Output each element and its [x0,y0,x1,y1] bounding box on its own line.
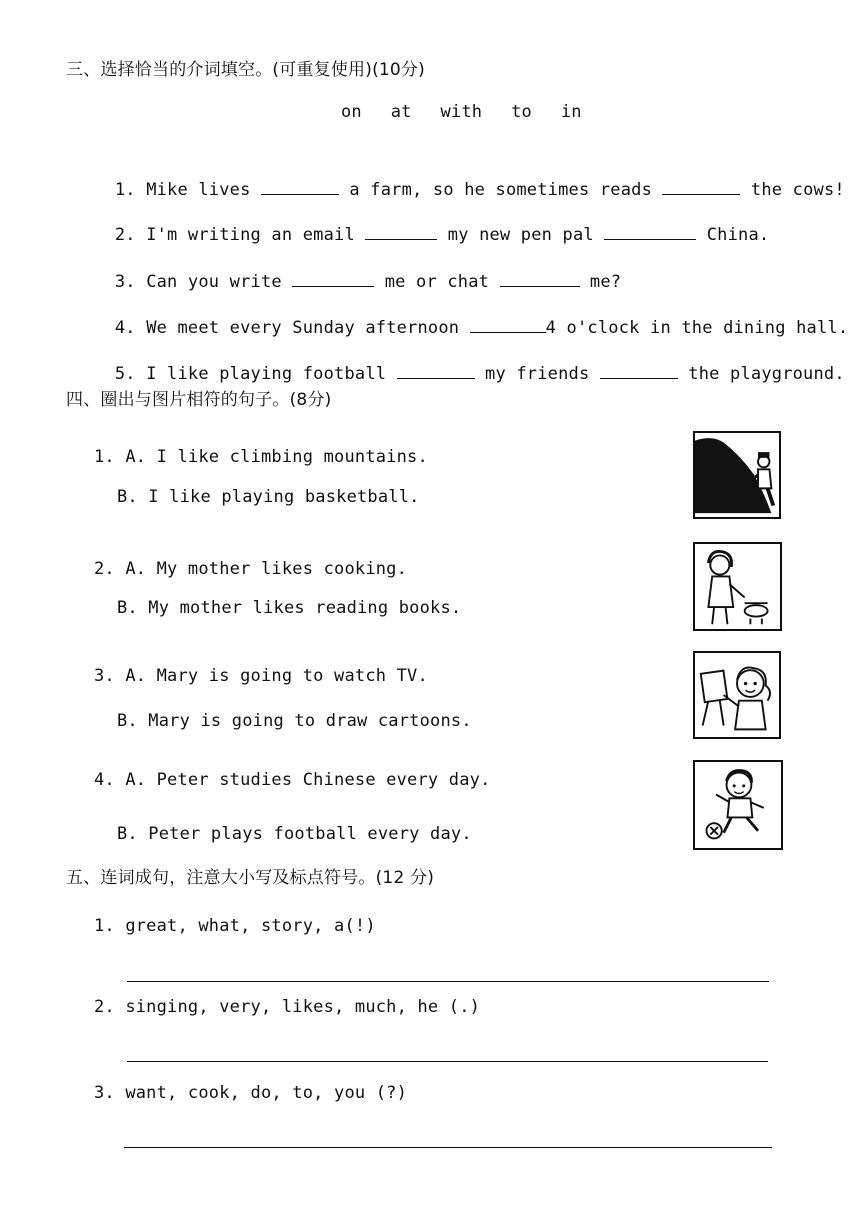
item-text: Can you write [146,272,293,292]
boy-football-icon [693,760,783,850]
answer-blank[interactable] [662,180,740,195]
item-number: 3. [114,272,136,292]
answer-blank[interactable] [365,225,437,240]
fill-blank-item-4 [94,298,848,338]
section4-heading: 四、圈出与图片相符的句子。(8分) [66,390,332,410]
choice-item-2 [94,559,407,579]
item-text: I like playing football [146,364,397,384]
answer-blank[interactable] [397,364,475,379]
fill-blank-item-5 [94,344,845,384]
answer-blank[interactable] [600,364,678,379]
fill-blank-item-3 [94,252,621,292]
option-b[interactable]: B. Mary is going to draw cartoons. [117,711,472,731]
fill-blank-item-1 [94,160,845,200]
item-text: We meet every Sunday afternoon [146,318,470,338]
girl-drawing-icon [693,651,781,739]
choice-item-3 [94,666,428,686]
answer-blank[interactable] [604,225,696,240]
answer-line[interactable] [124,1147,772,1148]
item-text: the cows! [740,180,845,200]
answer-line[interactable] [127,1061,768,1062]
word-order-item-1 [94,916,376,936]
option-a[interactable]: A. I like climbing mountains. [125,447,428,467]
item-text: my new pen pal [437,225,605,245]
section3-heading: 三、选择恰当的介词填空。(可重复使用)(10分) [66,60,425,80]
item-number: 2. [94,559,115,579]
word-order-item-2 [94,997,480,1017]
item-text: my friends [474,364,600,384]
option-b[interactable]: B. Peter plays football every day. [117,824,472,844]
option-b[interactable]: B. My mother likes reading books. [117,598,462,618]
option-a[interactable]: A. My mother likes cooking. [125,559,408,579]
item-number: 3. [94,1083,115,1103]
answer-blank[interactable] [500,272,580,287]
mother-cooking-icon [693,542,782,631]
item-text: Mike lives [146,180,261,200]
word-list: want, cook, do, to, you (?) [125,1083,408,1103]
item-text: China. [696,225,770,245]
item-text: a farm, so he sometimes reads [338,180,663,200]
word-list: great, what, story, a(!) [125,916,376,936]
item-number: 2. [94,997,115,1017]
option-a[interactable]: A. Peter studies Chinese every day. [125,770,491,790]
word-list: singing, very, likes, much, he (.) [125,997,481,1017]
item-text: 4 o'clock in the dining hall. [545,318,849,338]
choice-item-4 [94,770,491,790]
option-a[interactable]: A. Mary is going to watch TV. [125,666,428,686]
item-text: the playground. [677,364,845,384]
item-number: 3. [94,666,115,686]
item-number: 4. [94,770,115,790]
option-b[interactable]: B. I like playing basketball. [117,487,420,507]
item-number: 5. [114,364,136,384]
answer-blank[interactable] [292,272,374,287]
answer-blank[interactable] [470,318,546,333]
item-number: 2. [114,225,136,245]
word-order-item-3 [94,1083,407,1103]
item-text: me or chat [374,272,500,292]
mountain-climber-icon [693,431,781,519]
section5-heading: 五、连词成句，注意大小写及标点符号。(12 分) [66,868,435,888]
word-bank: on at with to in [341,102,582,122]
fill-blank-item-2 [94,205,769,245]
item-number: 1. [114,180,136,200]
item-text: me? [579,272,622,292]
item-number: 1. [94,447,115,467]
answer-blank[interactable] [261,180,339,195]
item-number: 1. [94,916,115,936]
answer-line[interactable] [127,981,769,982]
choice-item-1 [94,447,428,467]
item-text: I'm writing an email [146,225,366,245]
item-number: 4. [114,318,136,338]
